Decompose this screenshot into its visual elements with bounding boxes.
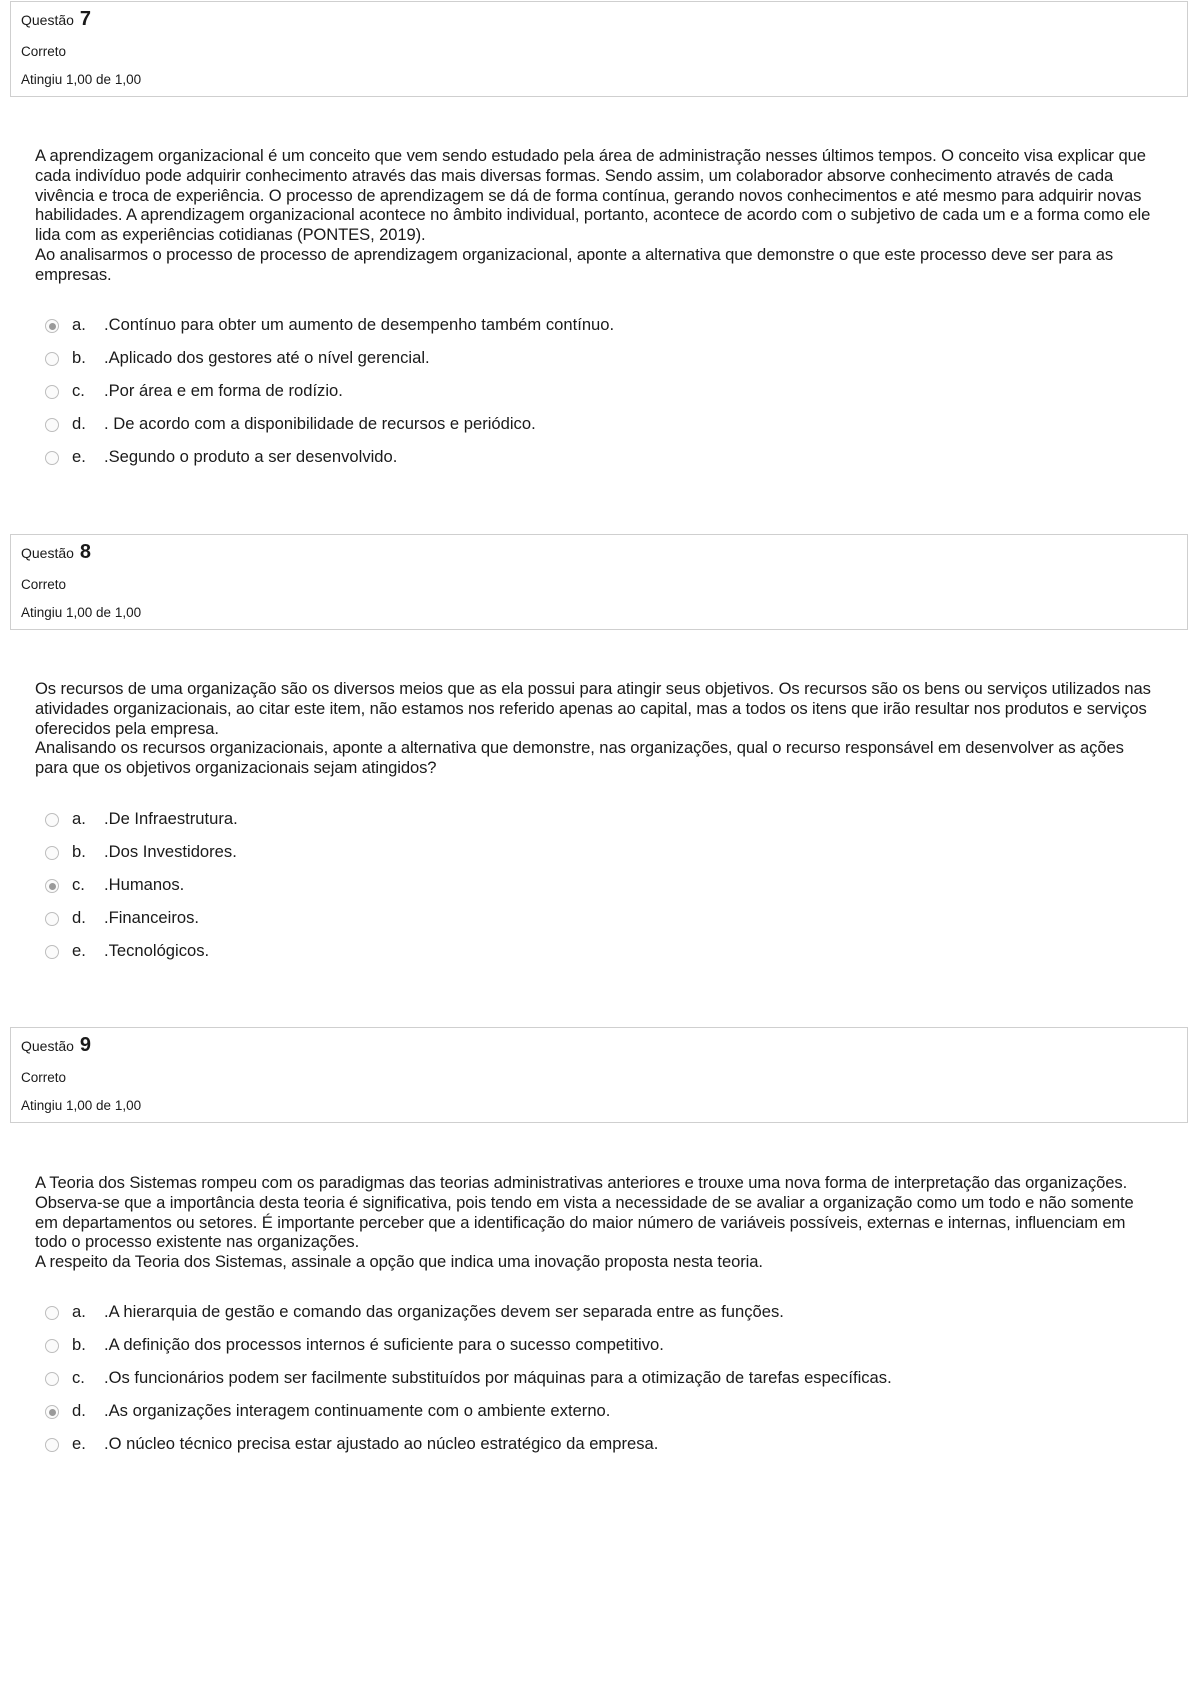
- question-text-paragraph: A Teoria dos Sistemas rompeu com os paradigmas das teorias administrativas anteriores e trouxe uma nova forma de interpretação das organizações. Observa-se que a importância desta teoria é significativa, pois tendo em vista a necessidade de se avaliar a organização como um todo e não somente em departamentos ou setores. É importante perceber que a identificação do maior número de variáveis possíveis, externas e internas, influenciam em todo o processo existente nas organizações.: [35, 1173, 1134, 1252]
- radio-button[interactable]: [45, 418, 59, 432]
- question-text-paragraph: Ao analisarmos o processo de processo de aprendizagem organizacional, aponte a alternativa que demonstre o que este processo deve ser para as empresas.: [35, 244, 1114, 284]
- radio-button[interactable]: [45, 879, 59, 893]
- question-title: [21, 541, 91, 564]
- radio-button[interactable]: [45, 1438, 59, 1452]
- answer-option[interactable]: [40, 311, 1140, 339]
- answer-text: .Por área e em forma de rodízio.: [104, 381, 343, 400]
- answer-letter: b.: [72, 842, 86, 861]
- answer-text: .Financeiros.: [104, 908, 199, 927]
- answer-text: .A definição dos processos internos é suficiente para o sucesso competitivo.: [104, 1335, 664, 1354]
- radio-button[interactable]: [45, 319, 59, 333]
- question-title: [21, 8, 91, 31]
- answer-letter: c.: [72, 875, 85, 894]
- question-status: Correto: [21, 577, 67, 592]
- question-text: [35, 146, 1155, 285]
- question-text-paragraph: A respeito da Teoria dos Sistemas, assinale a opção que indica uma inovação proposta nesta teoria.: [35, 1252, 763, 1272]
- answer-letter: e.: [72, 1434, 86, 1453]
- question-number: 7: [79, 8, 91, 30]
- answer-letter: c.: [72, 1368, 85, 1387]
- question-info-box: [10, 1027, 1188, 1123]
- question-text-paragraph: A aprendizagem organizacional é um conceito que vem sendo estudado pela área de administração nesses últimos tempos. O conceito visa explicar que cada indivíduo pode adquirir conhecimento através das mais diversas formas. Sendo assim, um colaborador absorve conhecimento através de cada vivência e troca de experiência. O processo de aprendizagem se dá de forma contínua, gerando novos conhecimentos e até mesmo para adquirir novas habilidades. A aprendizagem organizacional acontece no âmbito individual, portanto, acontece de acordo com o subjetivo de cada um e a forma como ele lida com as experiências cotidianas (PONTES, 2019).: [35, 146, 1151, 245]
- radio-button[interactable]: [45, 813, 59, 827]
- answer-option[interactable]: [40, 838, 1140, 866]
- answer-option[interactable]: [40, 443, 1140, 471]
- radio-button[interactable]: [45, 1306, 59, 1320]
- answer-letter: d.: [72, 1401, 86, 1420]
- answer-option[interactable]: [40, 410, 1140, 438]
- question-grade: Atingiu 1,00 de 1,00: [21, 605, 142, 620]
- radio-button[interactable]: [45, 912, 59, 926]
- answer-text: .As organizações interagem continuamente com o ambiente externo.: [104, 1401, 611, 1420]
- answer-option[interactable]: [40, 377, 1140, 405]
- answer-letter: a.: [72, 1302, 86, 1321]
- radio-button[interactable]: [45, 846, 59, 860]
- question-grade: Atingiu 1,00 de 1,00: [21, 1098, 142, 1113]
- radio-button[interactable]: [45, 1372, 59, 1386]
- answer-option[interactable]: [40, 937, 1140, 965]
- question-label: Questão: [21, 545, 74, 561]
- answer-text: .Humanos.: [104, 875, 185, 894]
- answer-letter: c.: [72, 381, 85, 400]
- answer-option[interactable]: [40, 1397, 1140, 1425]
- answer-text: . De acordo com a disponibilidade de recursos e periódico.: [104, 414, 536, 433]
- answer-letter: a.: [72, 315, 86, 334]
- radio-button[interactable]: [45, 451, 59, 465]
- question-text: [35, 679, 1155, 778]
- question-number: 9: [79, 1034, 91, 1056]
- question-text-paragraph: Analisando os recursos organizacionais, aponte a alternativa que demonstre, nas organizações, qual o recurso responsável em desenvolver as ações para que os objetivos organizacionais sejam atingidos?: [35, 738, 1124, 778]
- answer-letter: b.: [72, 348, 86, 367]
- answer-text: .A hierarquia de gestão e comando das organizações devem ser separada entre as funções.: [104, 1302, 784, 1321]
- radio-button[interactable]: [45, 352, 59, 366]
- question-label: Questão: [21, 12, 74, 28]
- answer-text: .Tecnológicos.: [104, 941, 210, 960]
- answer-letter: d.: [72, 908, 86, 927]
- answer-text: .Aplicado dos gestores até o nível gerencial.: [104, 348, 430, 367]
- radio-button[interactable]: [45, 945, 59, 959]
- radio-button[interactable]: [45, 1339, 59, 1353]
- answer-letter: a.: [72, 809, 86, 828]
- answer-option[interactable]: [40, 904, 1140, 932]
- answer-text: .O núcleo técnico precisa estar ajustado ao núcleo estratégico da empresa.: [104, 1434, 659, 1453]
- answer-letter: b.: [72, 1335, 86, 1354]
- answer-option[interactable]: [40, 1430, 1140, 1458]
- radio-button[interactable]: [45, 385, 59, 399]
- question-text: [35, 1173, 1155, 1272]
- question-status: Correto: [21, 1070, 67, 1085]
- question-label: Questão: [21, 1038, 74, 1054]
- question-status: Correto: [21, 44, 67, 59]
- answer-text: .Segundo o produto a ser desenvolvido.: [104, 447, 398, 466]
- answer-option[interactable]: [40, 805, 1140, 833]
- question-info-box: [10, 1, 1188, 97]
- answer-letter: e.: [72, 941, 86, 960]
- answer-text: .Contínuo para obter um aumento de desempenho também contínuo.: [104, 315, 615, 334]
- answer-letter: d.: [72, 414, 86, 433]
- question-info-box: [10, 534, 1188, 630]
- answer-option[interactable]: [40, 871, 1140, 899]
- question-grade: Atingiu 1,00 de 1,00: [21, 72, 142, 87]
- answer-option[interactable]: [40, 1331, 1140, 1359]
- question-title: [21, 1034, 91, 1057]
- answer-option[interactable]: [40, 344, 1140, 372]
- answer-text: .Dos Investidores.: [104, 842, 237, 861]
- answer-option[interactable]: [40, 1298, 1140, 1326]
- answer-option[interactable]: [40, 1364, 1140, 1392]
- answer-letter: e.: [72, 447, 86, 466]
- answer-text: .De Infraestrutura.: [104, 809, 238, 828]
- radio-button[interactable]: [45, 1405, 59, 1419]
- question-number: 8: [79, 541, 91, 563]
- answer-text: .Os funcionários podem ser facilmente substituídos por máquinas para a otimização de tarefas específicas.: [104, 1368, 892, 1387]
- question-text-paragraph: Os recursos de uma organização são os diversos meios que as ela possui para atingir seus objetivos. Os recursos são os bens ou serviços utilizados nas atividades organizacionais, ao citar este item, não estamos nos referido apenas ao capital, mas a todos os itens que irão resultar nos produtos e serviços oferecidos pela empresa.: [35, 679, 1151, 738]
